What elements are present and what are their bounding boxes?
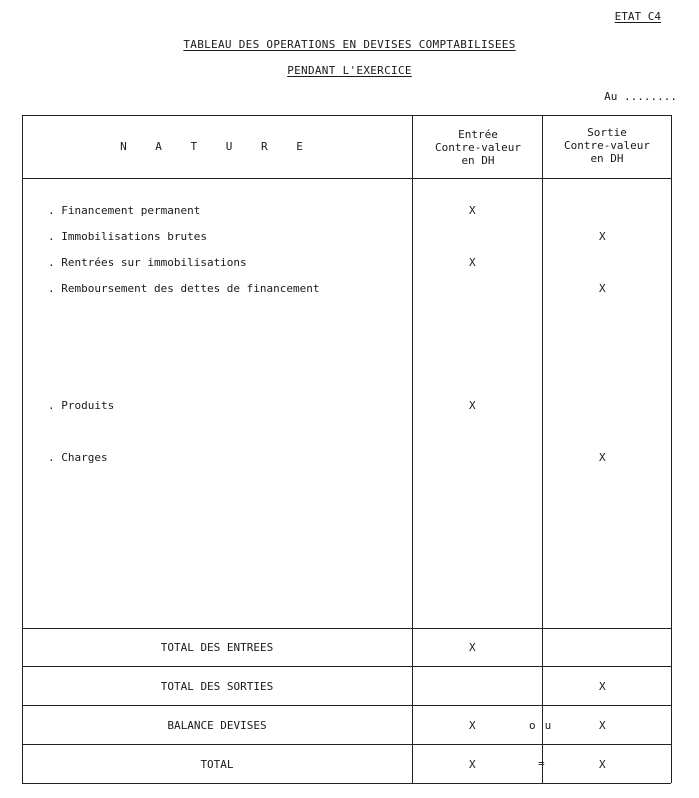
column-header-entree bbox=[414, 128, 542, 167]
separator-text: = bbox=[538, 757, 545, 770]
column-header-nature: N A T U R E bbox=[120, 140, 314, 153]
column-header-entree-line1: Entrée bbox=[458, 128, 498, 141]
totals-divider-3 bbox=[22, 744, 671, 745]
totals-top-border bbox=[22, 628, 671, 629]
column-header-sortie-line2: Contre-valeur bbox=[563, 139, 651, 152]
entree-mark: X bbox=[469, 204, 476, 217]
sortie-mark: X bbox=[599, 680, 606, 693]
header-bottom-border bbox=[22, 178, 671, 179]
sortie-mark: X bbox=[599, 230, 606, 243]
column-divider-1 bbox=[412, 115, 413, 783]
entree-mark: X bbox=[469, 399, 476, 412]
total-label: TOTAL DES ENTREES bbox=[160, 641, 274, 654]
page-title-text: TABLEAU DES OPERATIONS EN DEVISES COMPTABILISEES bbox=[183, 38, 516, 51]
totals-divider-1 bbox=[22, 666, 671, 667]
column-header-sortie bbox=[544, 126, 670, 165]
row-label: . Charges bbox=[48, 451, 108, 464]
sortie-mark: X bbox=[599, 719, 606, 732]
page-subtitle-text: PENDANT L'EXERCICE bbox=[287, 64, 412, 77]
date-field: Au ........ bbox=[604, 90, 677, 103]
sortie-mark: X bbox=[599, 758, 606, 771]
entree-mark: X bbox=[469, 641, 476, 654]
column-divider-2 bbox=[542, 115, 543, 783]
entree-mark: X bbox=[469, 719, 476, 732]
column-header-sortie-line1: Sortie bbox=[587, 126, 627, 139]
table-bottom-border bbox=[22, 783, 671, 784]
entree-mark: X bbox=[469, 758, 476, 771]
form-code: ETAT C4 bbox=[614, 10, 661, 23]
entree-mark: X bbox=[469, 256, 476, 269]
table-right-border bbox=[671, 115, 672, 783]
row-label: . Financement permanent bbox=[48, 204, 201, 217]
total-label: TOTAL DES SORTIES bbox=[160, 680, 274, 693]
row-label: . Remboursement des dettes de financement bbox=[48, 282, 320, 295]
separator-text: ou bbox=[529, 719, 561, 732]
column-header-entree-line3: en DH bbox=[461, 154, 495, 167]
table-top-border bbox=[22, 115, 671, 116]
total-label: BALANCE DEVISES bbox=[167, 719, 267, 732]
total-label: TOTAL bbox=[200, 758, 234, 771]
row-label: . Immobilisations brutes bbox=[48, 230, 207, 243]
column-header-entree-line2: Contre-valeur bbox=[434, 141, 522, 154]
row-label: . Produits bbox=[48, 399, 115, 412]
sortie-mark: X bbox=[599, 451, 606, 464]
column-header-sortie-line3: en DH bbox=[590, 152, 624, 165]
sortie-mark: X bbox=[599, 282, 606, 295]
page-title bbox=[0, 38, 699, 51]
page-subtitle bbox=[0, 64, 699, 77]
totals-divider-2 bbox=[22, 705, 671, 706]
row-label: . Rentrées sur immobilisations bbox=[48, 256, 247, 269]
